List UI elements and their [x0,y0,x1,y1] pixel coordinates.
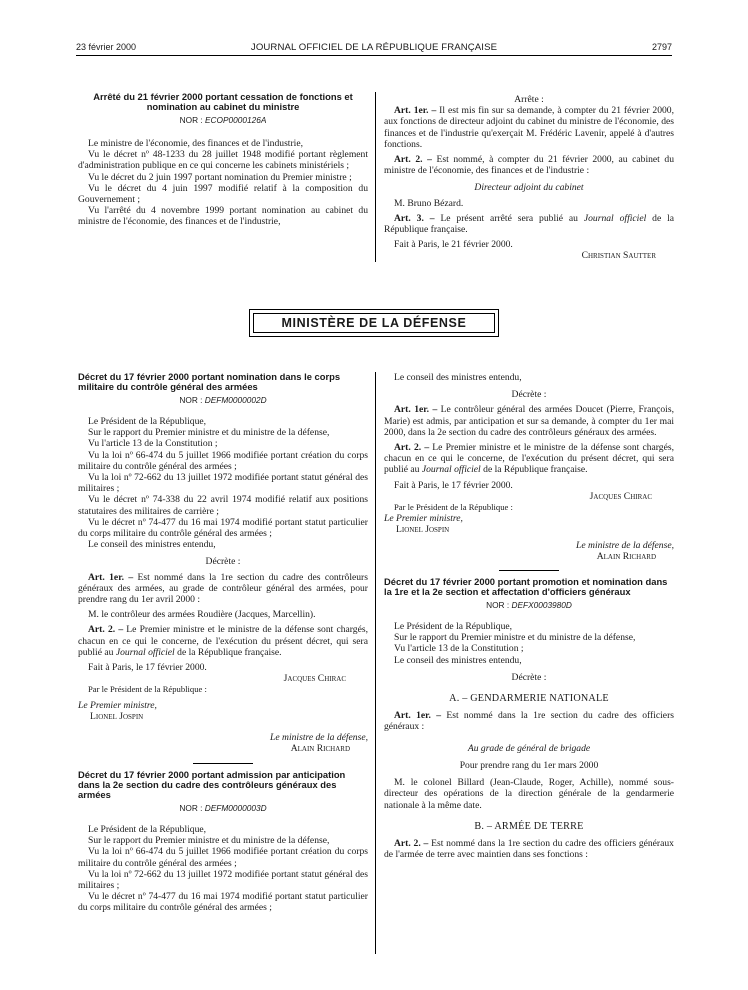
decree-2-nor: NOR : DEFM0000003D [179,802,267,813]
arrete-nor: NOR : ECOP0000126A [179,114,267,125]
decree-1-para: Vu la loi nº 66-474 du 5 juillet 1966 modifiée portant création du corps militaire du contrôle général des armées ; [78,449,368,472]
arrete-signature: Christian Sautter [581,250,656,262]
decree-1-signature: Jacques Chirac [283,673,346,685]
decree-1-date-line: Fait à Paris, le 17 février 2000. [88,662,207,674]
decree-2-minister-name: Alain Richard [596,550,656,562]
arrete-article-3: Art. 3. – Le présent arrêté sera publié au Journal officiel de la République française. [384,212,675,236]
decree-1-para: Vu la loi nº 72-662 du 13 juillet 1972 modifiée portant statut général des militaires ; [78,472,368,495]
arrete-para: Vu le décret nº 48-1233 du 28 juillet 1948 modifié portant règlement d'administration publique en ce qui concerne les cabinets ministériels ; [78,149,368,172]
decree-2-article-1: Art. 1er. – Le contrôleur général des armées Doucet (Pierre, François, Marie) est admis, par anticipation et sur sa demande, à compter du 1er mai 2000, dans la 2e section du cadre des contrôleurs généraux des armées. [384,404,674,438]
decree-1-para: Le Président de la République, [88,416,207,428]
arrete-right-column [384,94,674,262]
decree-2-title: Décret du 17 février 2000 portant admission par anticipation dans la 2e section du cadre des contrôleurs généraux des armées [78,768,346,801]
decree-3-section-b: B. – ARMÉE DE TERRE [474,820,584,832]
arrete-para: Le ministre de l'économie, des finances et de l'industrie, [88,138,303,150]
decree-2-para: Vu la loi nº 72-662 du 13 juillet 1972 modifiée portant statut général des militaires ; [78,868,368,891]
arrete-para: Vu le décret du 2 juin 1997 portant nomination du Premier ministre ; [88,171,352,183]
arrete-para: Vu le décret du 4 juin 1997 modifié relatif à la composition du Gouvernement ; [78,182,368,206]
decree-3-para: Sur le rapport du Premier ministre et du ministre de la défense, [394,632,636,644]
decree-3-decrete: Décrète : [511,671,547,683]
decree-1-nor: NOR : DEFM0000002D [179,394,267,405]
separator [499,570,559,571]
decree-1-pm-name: Lionel Jospin [90,710,144,722]
decree-3-rank-date: Pour prendre rang du 1er mars 2000 [459,759,599,771]
decree-1-para: Sur le rapport du Premier ministre et du ministre de la défense, [88,427,330,439]
ministry-title: MINISTÈRE DE LA DÉFENSE [253,313,495,333]
arrete-role: Directeur adjoint du cabinet [474,182,584,194]
decree-1-article-2: Art. 2. – Le Premier ministre et le ministre de la défense sont chargés, chacun en ce qui le concerne, de l'exécution du présent décret, qui sera publié au Journal officiel de la République française. [78,624,368,658]
decree-3-para: Le Président de la République, [394,621,513,633]
header-page-number: 2797 [651,42,672,52]
decree-3-article-1: Art. 1er. – Est nommé dans la 1re section du cadre des officiers généraux : [384,710,674,733]
decree-2-pm-name: Lionel Jospin [396,524,450,536]
decree-2-article-2: Art. 2. – Le Premier ministre et le ministre de la défense sont chargés, chacun en ce qui le concerne, de l'exécution du présent décret, qui sera publié au Journal officiel de la République française. [384,442,674,476]
decree-1-minister-name: Alain Richard [290,743,350,755]
header-journal-title: JOURNAL OFFICIEL DE LA RÉPUBLIQUE FRANÇAISE [250,42,498,53]
decree-3-appointee: M. le colonel Billard (Jean-Claude, Roger, Achille), nommé sous-directeur des opérations de la direction générale de la gendarmerie nationale à la même date. [384,777,674,811]
decree-1-para: Vu le décret nº 74-477 du 16 mai 1974 modifié portant statut particulier du corps militaire du contrôle général des armées ; [78,516,368,540]
decree-2-signature: Jacques Chirac [589,490,652,502]
decree-2-para: Vu le décret nº 74-477 du 16 mai 1974 modifié portant statut particulier du corps militaire du contrôle général des armées ; [78,891,368,914]
decree-3-grade: Au grade de général de brigade [467,742,591,754]
decree-2-minister-title: Le ministre de la défense, [576,539,674,551]
column-divider-bottom [375,372,376,954]
decree-2-decrete: Décrète : [511,389,547,401]
decree-1-appointee: M. le contrôleur des armées Roudière (Jacques, Marcellin). [88,609,316,621]
decree-3-nor: NOR : DEFX0003980D [486,599,572,610]
decree-1-article-1: Art. 1er. – Est nommé dans la 1re section du cadre des contrôleurs généraux des armées, au grade de contrôleur général des armées, pour prendre rang du 1er avril 2000 : [78,571,368,606]
arrete-date-line: Fait à Paris, le 21 février 2000. [394,239,513,251]
decree-2-para: Sur le rapport du Premier ministre et du ministre de la défense, [88,835,330,847]
decree-3-para: Le conseil des ministres entendu, [394,654,522,666]
decree-1-para: Le conseil des ministres entendu, [88,539,216,551]
decree-2-date-line: Fait à Paris, le 17 février 2000. [394,479,513,491]
decree-2-para: Vu la loi nº 66-474 du 5 juillet 1966 modifiée portant création du corps militaire du contrôle général des armées ; [78,846,368,869]
arrete-title: Arrêté du 21 février 2000 portant cessation de fonctions et nomination au cabinet du ministre [93,91,353,113]
arrete-article-2: Art. 2. – Est nommé, à compter du 21 février 2000, au cabinet du ministre de l'économie, des finances et de l'industrie : [384,154,675,177]
decree-2-para: Le Président de la République, [88,823,207,835]
arrete-article-1: Art. 1er. – Il est mis fin sur sa demande, à compter du 21 février 2000, aux fonctions de directeur adjoint du cabinet du ministre de l'économie, des finances et de l'industrie qu'exerçait M. Frédéric Lavenir, appelé à d'autres fonctions. [384,105,674,150]
arrete-para: Vu l'arrêté du 4 novembre 1999 portant nomination au cabinet du ministre de l'économie, des finances et de l'industrie, [78,205,368,228]
decree-1-title: Décret du 17 février 2000 portant nomination dans le corps militaire du contrôle général des armées [78,371,341,393]
decree-1-decrete: Décrète : [205,556,241,568]
decree-3-para: Vu l'article 13 de la Constitution ; [394,643,524,655]
page-header [76,42,672,56]
decree-2-pm-title: Le Premier ministre, [384,513,463,525]
decree-3-section-a: A. – GENDARMERIE NATIONALE [449,693,609,705]
decree-2-para: Le conseil des ministres entendu, [394,372,522,383]
separator [193,763,253,764]
decree-1-countersign-intro: Par le Président de la République : [88,684,207,695]
arrete-left-column [78,92,368,228]
column-divider-top [375,92,376,262]
arrete-appointee: M. Bruno Bézard. [394,197,464,209]
decree-3-article-2: Art. 2. – Est nommé dans la 1re section du cadre des officiers généraux de l'armée de terre avec maintien dans ses fonctions : [384,837,674,861]
decree-1-minister-title: Le ministre de la défense, [270,732,368,744]
ministry-banner [249,309,499,337]
defense-right-column [384,372,674,860]
decree-1-pm-title: Le Premier ministre, [78,699,157,711]
defense-left-column [78,372,368,914]
decree-2-countersign-intro: Par le Président de la République : [394,502,513,513]
decree-1-para: Vu le décret nº 74-338 du 22 avril 1974 modifié relatif aux positions statutaires des militaires de carrière ; [78,494,368,517]
arrete-heading: Arrête : [514,94,544,105]
decree-1-para: Vu l'article 13 de la Constitution ; [88,438,218,450]
decree-3-title: Décret du 17 février 2000 portant promotion et nomination dans la 1re et la 2e section et affectation d'officiers généraux [384,576,668,598]
header-date: 23 février 2000 [76,42,137,52]
